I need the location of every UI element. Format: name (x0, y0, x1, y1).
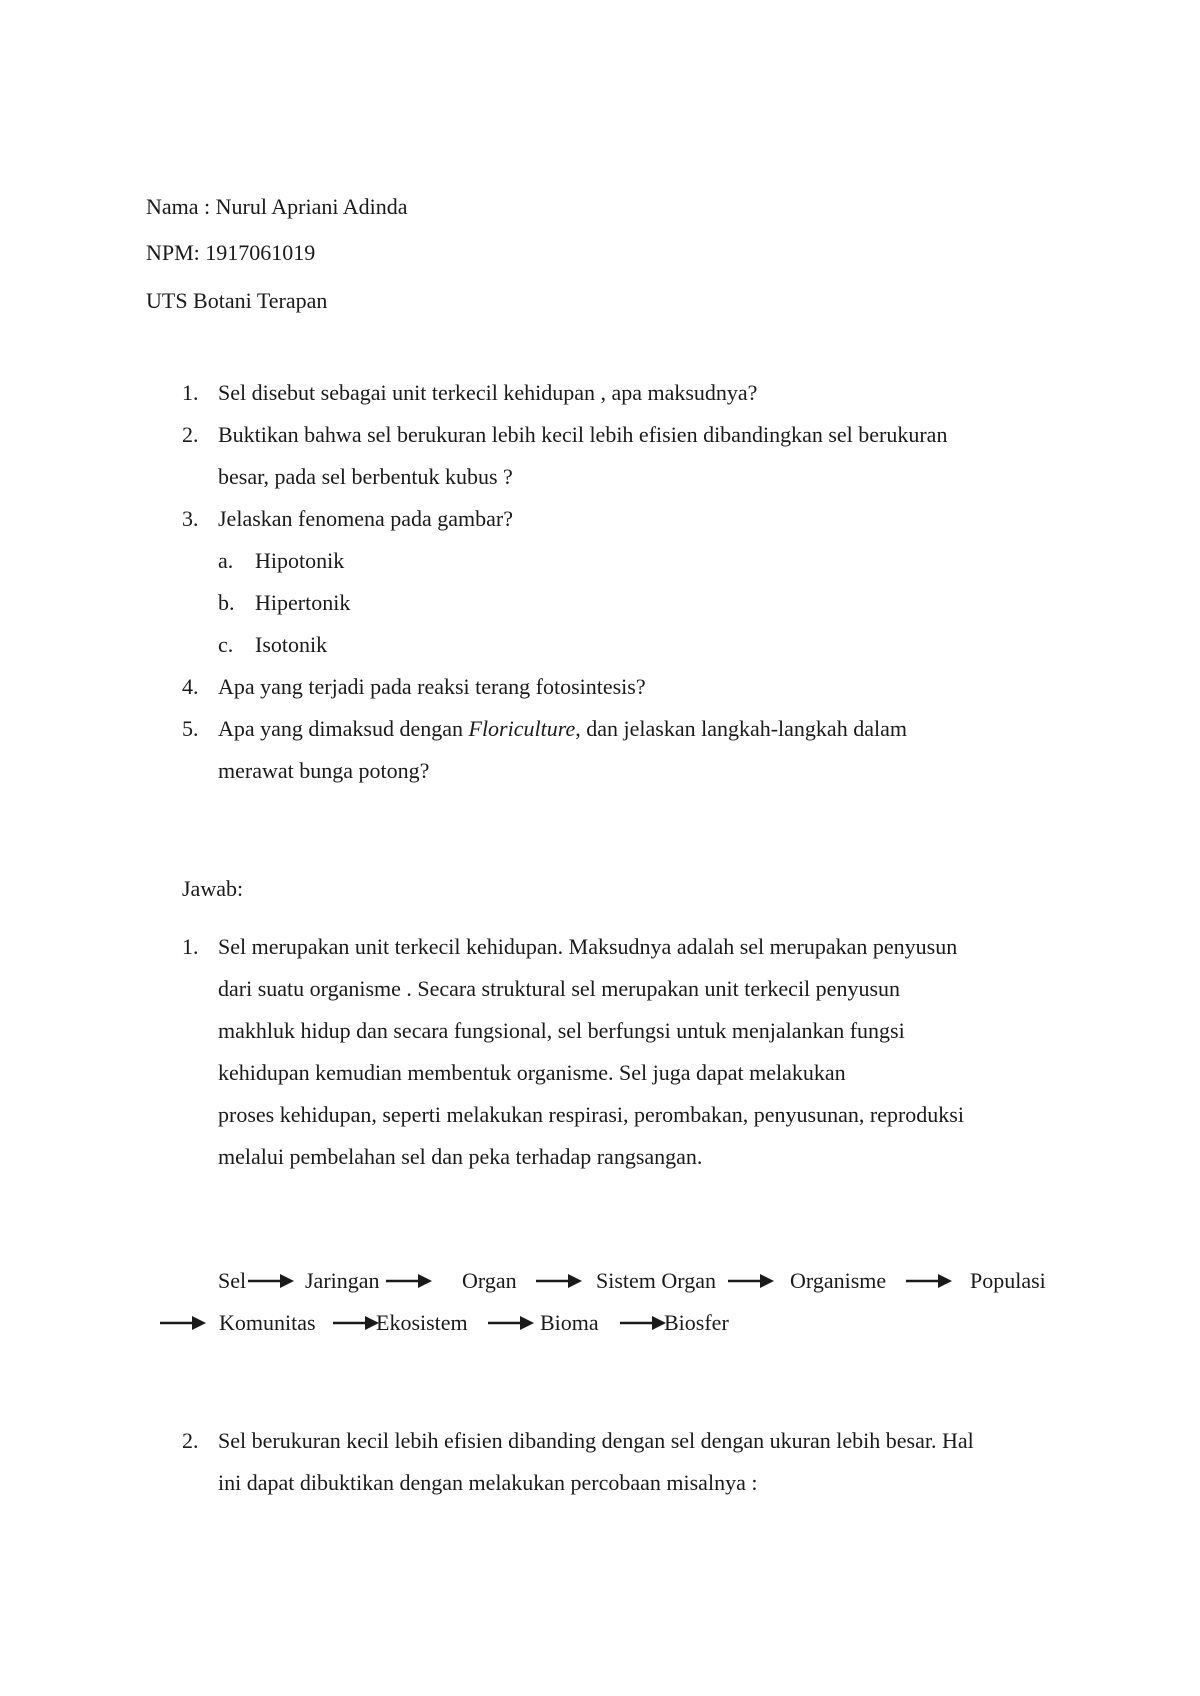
arrow-icon (536, 1273, 582, 1289)
hierarchy-sistem-organ: Sistem Organ (596, 1268, 716, 1293)
hierarchy-organ: Organ (462, 1268, 517, 1293)
question-3-number: 3. (182, 506, 199, 531)
question-3a-letter: a. (218, 548, 234, 573)
question-3c-text: Isotonik (255, 632, 328, 657)
answer-1-line5: proses kehidupan, seperti melakukan respirasi, perombakan, penyusunan, reproduksi (218, 1102, 964, 1127)
question-1-text: Sel disebut sebagai unit terkecil kehidupan , apa maksudnya? (218, 380, 758, 405)
question-5-text-post: , dan jelaskan langkah-langkah dalam (575, 716, 907, 741)
arrow-icon (333, 1315, 379, 1331)
question-5-text-line2: merawat bunga potong? (218, 758, 430, 783)
question-4-text: Apa yang terjadi pada reaksi terang fotosintesis? (218, 674, 646, 699)
question-2-text-line2: besar, pada sel berbentuk kubus ? (218, 464, 513, 489)
hierarchy-sel: Sel (218, 1268, 247, 1293)
answer-1-line2: dari suatu organisme . Secara struktural sel merupakan unit terkecil penyusun (218, 976, 900, 1001)
hierarchy-ekosistem: Ekosistem (376, 1310, 468, 1335)
arrow-icon (620, 1315, 666, 1331)
question-5-text-line1 (218, 714, 907, 744)
question-4-number: 4. (182, 674, 199, 699)
arrow-icon (728, 1273, 774, 1289)
hierarchy-biosfer: Biosfer (664, 1310, 729, 1335)
arrow-icon (248, 1273, 294, 1289)
answer-2-number: 2. (182, 1428, 199, 1453)
hierarchy-populasi: Populasi (970, 1268, 1046, 1293)
answer-heading: Jawab: (182, 876, 244, 901)
question-2-number: 2. (182, 422, 199, 447)
answer-1-line4: kehidupan kemudian membentuk organisme. Sel juga dapat melakukan (218, 1060, 846, 1085)
answer-1-line1: Sel merupakan unit terkecil kehidupan. Maksudnya adalah sel merupakan penyusun (218, 934, 958, 959)
question-5-term-italic: Floriculture (468, 716, 576, 741)
hierarchy-komunitas: Komunitas (219, 1310, 316, 1335)
answer-1-line6: melalui pembelahan sel dan peka terhadap rangsangan. (218, 1144, 703, 1169)
question-5-number: 5. (182, 716, 199, 741)
hierarchy-bioma: Bioma (540, 1310, 599, 1335)
question-3c-letter: c. (218, 632, 234, 657)
question-3b-letter: b. (218, 590, 235, 615)
question-1-number: 1. (182, 380, 199, 405)
arrow-icon (160, 1315, 206, 1331)
exam-title: UTS Botani Terapan (146, 288, 328, 313)
hierarchy-jaringan: Jaringan (305, 1268, 380, 1293)
answer-2-line2: ini dapat dibuktikan dengan melakukan percobaan misalnya : (218, 1470, 758, 1495)
hierarchy-organisme: Organisme (790, 1268, 887, 1293)
arrow-icon (488, 1315, 534, 1331)
student-name: Nama : Nurul Apriani Adinda (146, 194, 408, 219)
arrow-icon (386, 1273, 432, 1289)
question-2-text-line1: Buktikan bahwa sel berukuran lebih kecil lebih efisien dibandingkan sel berukuran (218, 422, 948, 447)
question-5-text-pre: Apa yang dimaksud dengan (218, 716, 469, 741)
question-3a-text: Hipotonik (255, 548, 345, 573)
arrow-icon (906, 1273, 952, 1289)
student-npm: NPM: 1917061019 (146, 240, 316, 265)
question-3b-text: Hipertonik (255, 590, 351, 615)
question-3-text: Jelaskan fenomena pada gambar? (218, 506, 514, 531)
answer-1-line3: makhluk hidup dan secara fungsional, sel berfungsi untuk menjalankan fungsi (218, 1018, 905, 1043)
answer-1-number: 1. (182, 934, 199, 959)
answer-2-line1: Sel berukuran kecil lebih efisien dibanding dengan sel dengan ukuran lebih besar. Hal (218, 1428, 974, 1453)
